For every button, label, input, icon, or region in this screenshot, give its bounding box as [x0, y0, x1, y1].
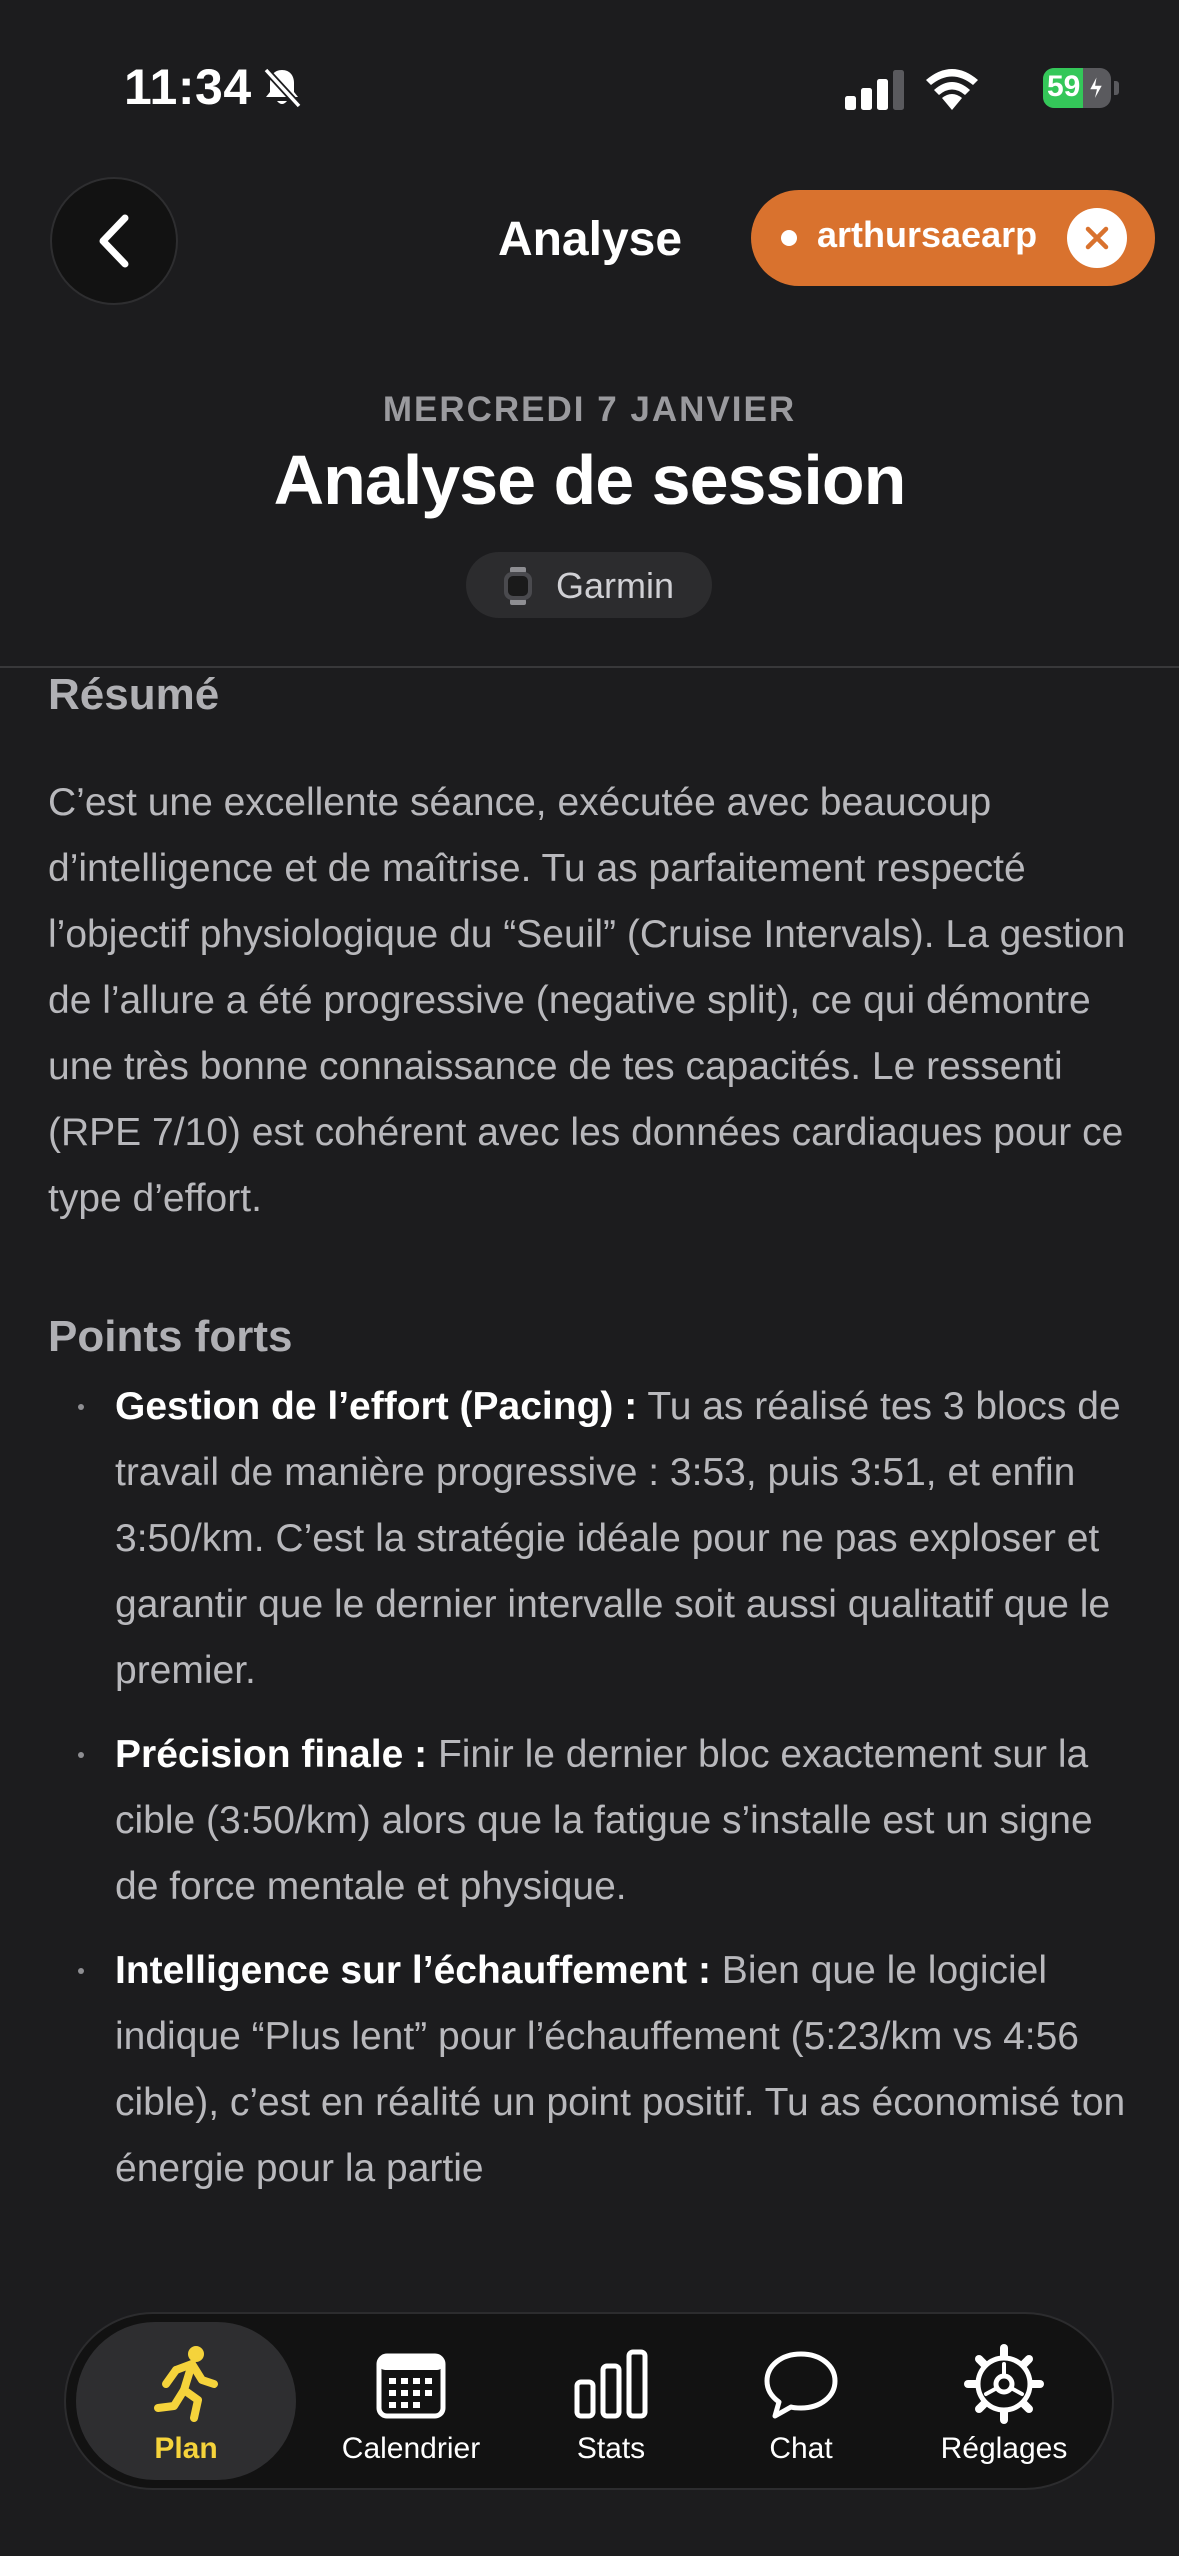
chat-icon: [761, 2344, 841, 2424]
summary-heading: Résumé: [48, 670, 220, 719]
strengths-list: [48, 1374, 1128, 2202]
running-icon: [146, 2344, 226, 2424]
cellular-signal-icon: [845, 70, 907, 110]
list-item: [48, 1938, 1128, 2202]
tab-stats[interactable]: [516, 2314, 706, 2488]
tab-label: Plan: [154, 2432, 218, 2465]
battery-indicator: [1043, 68, 1119, 108]
analysis-content: [48, 670, 1128, 2220]
gear-icon: [964, 2344, 1044, 2424]
calendar-icon: [371, 2344, 451, 2424]
header-title: Analyse: [497, 213, 683, 266]
tab-plan[interactable]: [66, 2314, 306, 2488]
close-icon: [1083, 224, 1111, 252]
session-date: MERCREDI 7 JANVIER: [382, 390, 797, 429]
status-time: 11:34: [124, 59, 252, 115]
page-title: Analyse de session: [273, 441, 906, 519]
tab-bar: [64, 2312, 1114, 2490]
watch-icon: [502, 567, 534, 605]
charging-bolt-icon: [1087, 73, 1105, 103]
strength-title: Intelligence sur l’échauffement :: [115, 1949, 711, 1992]
back-button[interactable]: [50, 177, 178, 305]
divider: [0, 666, 1179, 668]
tab-label: Réglages: [940, 2432, 1068, 2465]
bullet: [78, 1752, 84, 1758]
close-user-button[interactable]: [1067, 208, 1127, 268]
tab-label: Stats: [576, 2432, 646, 2465]
user-badge[interactable]: [751, 190, 1155, 286]
strength-title: Gestion de l’effort (Pacing) :: [115, 1385, 638, 1428]
wifi-icon: [924, 66, 980, 110]
tab-label: Chat: [769, 2432, 833, 2465]
source-chip: [466, 552, 712, 618]
bullet: [78, 1968, 84, 1974]
strength-text: Finir le dernier bloc exactement sur la cible (3:50/km) alors que la fatigue s’installe est un signe de force mentale et physique.: [115, 1733, 1093, 1908]
status-dot: [781, 230, 797, 246]
user-name: arthursaearp: [817, 214, 1038, 255]
strength-title: Précision finale :: [115, 1733, 428, 1776]
tab-label: Calendrier: [341, 2432, 481, 2465]
strength-text: Bien que le logiciel indique “Plus lent” pour l’échauffement (5:23/km vs 4:56 cible), c’est en réalité un point positif. Tu as économisé ton énergie pour la partie: [115, 1949, 1126, 2190]
bullet: [78, 1404, 84, 1410]
summary-text: C’est une excellente séance, exécutée avec beaucoup d’intelligence et de maîtrise. Tu as parfaitement respecté l’objectif physiologique du “Seuil” (Cruise Intervals). La gestion de l’allure a été progressive (negative split), ce qui démontre une très bonne connaissance de tes capacités. Le ressenti (RPE 7/10) est cohérent avec les données cardiaques pour ce type d’effort.: [48, 781, 1126, 1220]
list-item: [48, 1722, 1128, 1920]
tab-reglages[interactable]: [896, 2314, 1112, 2488]
strengths-heading: Points forts: [48, 1312, 293, 1361]
bell-muted-icon: [262, 66, 302, 110]
tab-calendrier[interactable]: [306, 2314, 516, 2488]
source-label: Garmin: [556, 565, 675, 606]
stats-icon: [571, 2344, 651, 2424]
list-item: [48, 1374, 1128, 1704]
battery-percentage: 59: [1047, 70, 1081, 103]
tab-chat[interactable]: [706, 2314, 896, 2488]
strength-text: Tu as réalisé tes 3 blocs de travail de manière progressive : 3:53, puis 3:51, et enfin 3:50/km. C’est la stratégie idéale pour ne pas exploser et garantir que le dernier intervalle soit aussi qualitatif que le premier.: [115, 1385, 1121, 1692]
chevron-left-icon: [91, 212, 137, 270]
